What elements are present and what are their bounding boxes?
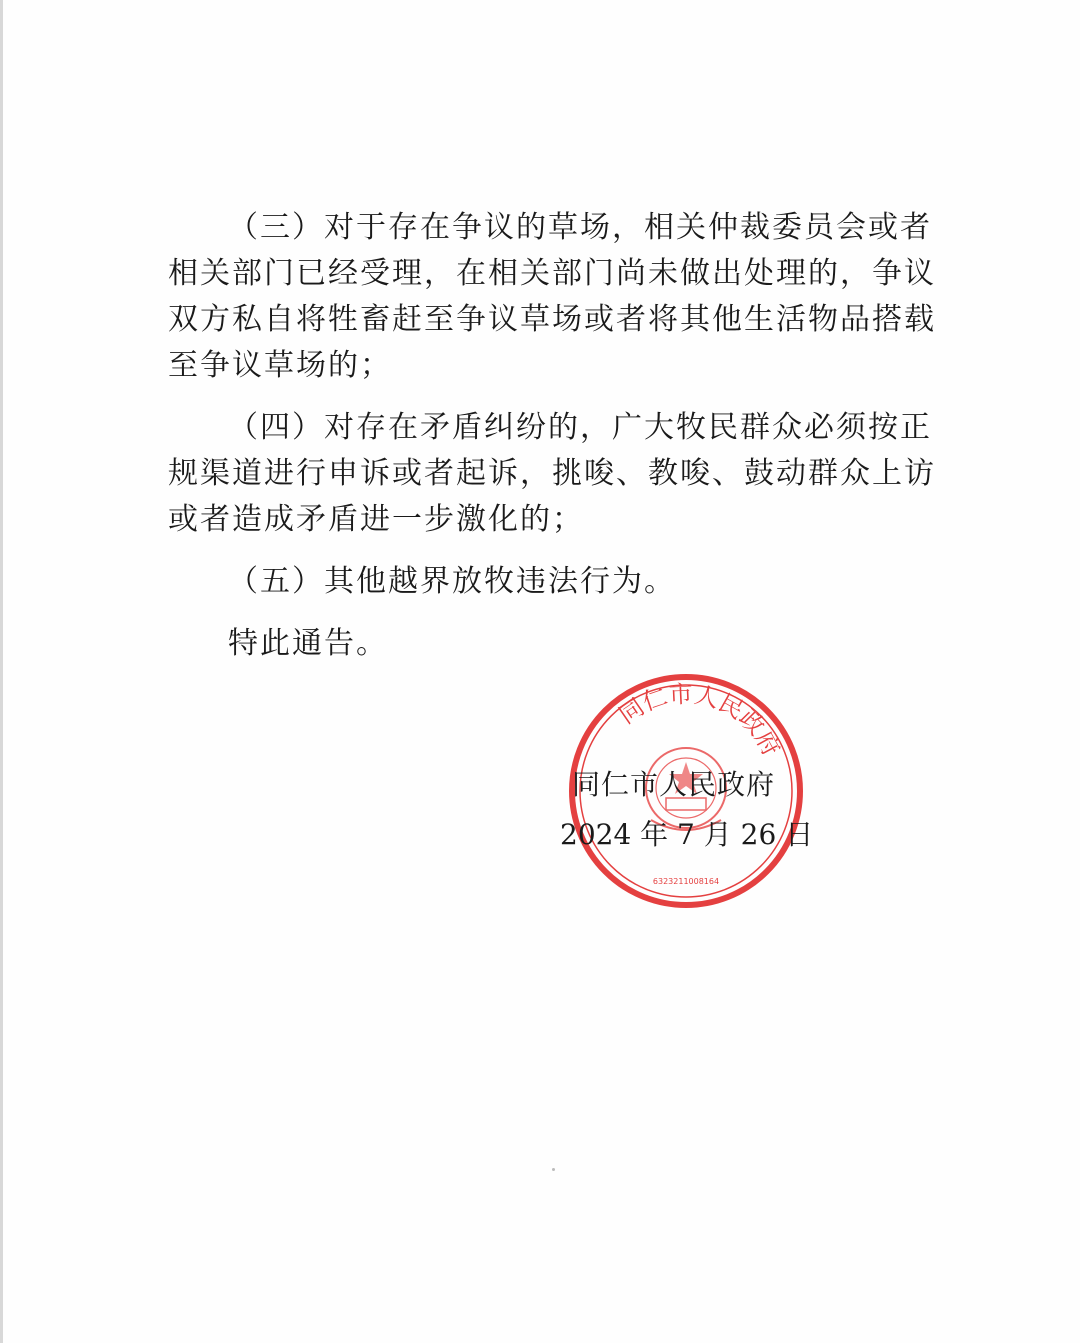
document-body <box>168 205 948 667</box>
issue-date: 2024 年 7 月 26 日 <box>560 818 814 851</box>
page-edge <box>0 0 3 1343</box>
paragraph-item-3: （三）对于存在争议的草场，相关仲裁委员会或者相关部门已经受理，在相关部门尚未做出处理的，争议双方私自将牲畜赶至争议草场或者将其他生活物品搭载至争议草场的； <box>168 210 936 383</box>
seal-outer-text: 同仁市人民政府 <box>613 680 786 761</box>
seal-code: 6323211008164 <box>652 877 720 886</box>
issuing-organization: 同仁市人民政府 <box>572 768 776 801</box>
paragraph-item-4: （四）对存在矛盾纠纷的，广大牧民群众必须按正规渠道进行申诉或者起诉，挑唆、教唆、鼓动群众上访或者造成矛盾进一步激化的； <box>168 410 936 537</box>
signature-block <box>560 760 814 860</box>
closing-statement: 特此通告。 <box>228 626 388 661</box>
paragraph-item-5: （五）其他越界放牧违法行为。 <box>228 564 676 599</box>
svg-text:同仁市人民政府 <box>614 680 786 761</box>
scan-speck <box>552 1168 555 1171</box>
